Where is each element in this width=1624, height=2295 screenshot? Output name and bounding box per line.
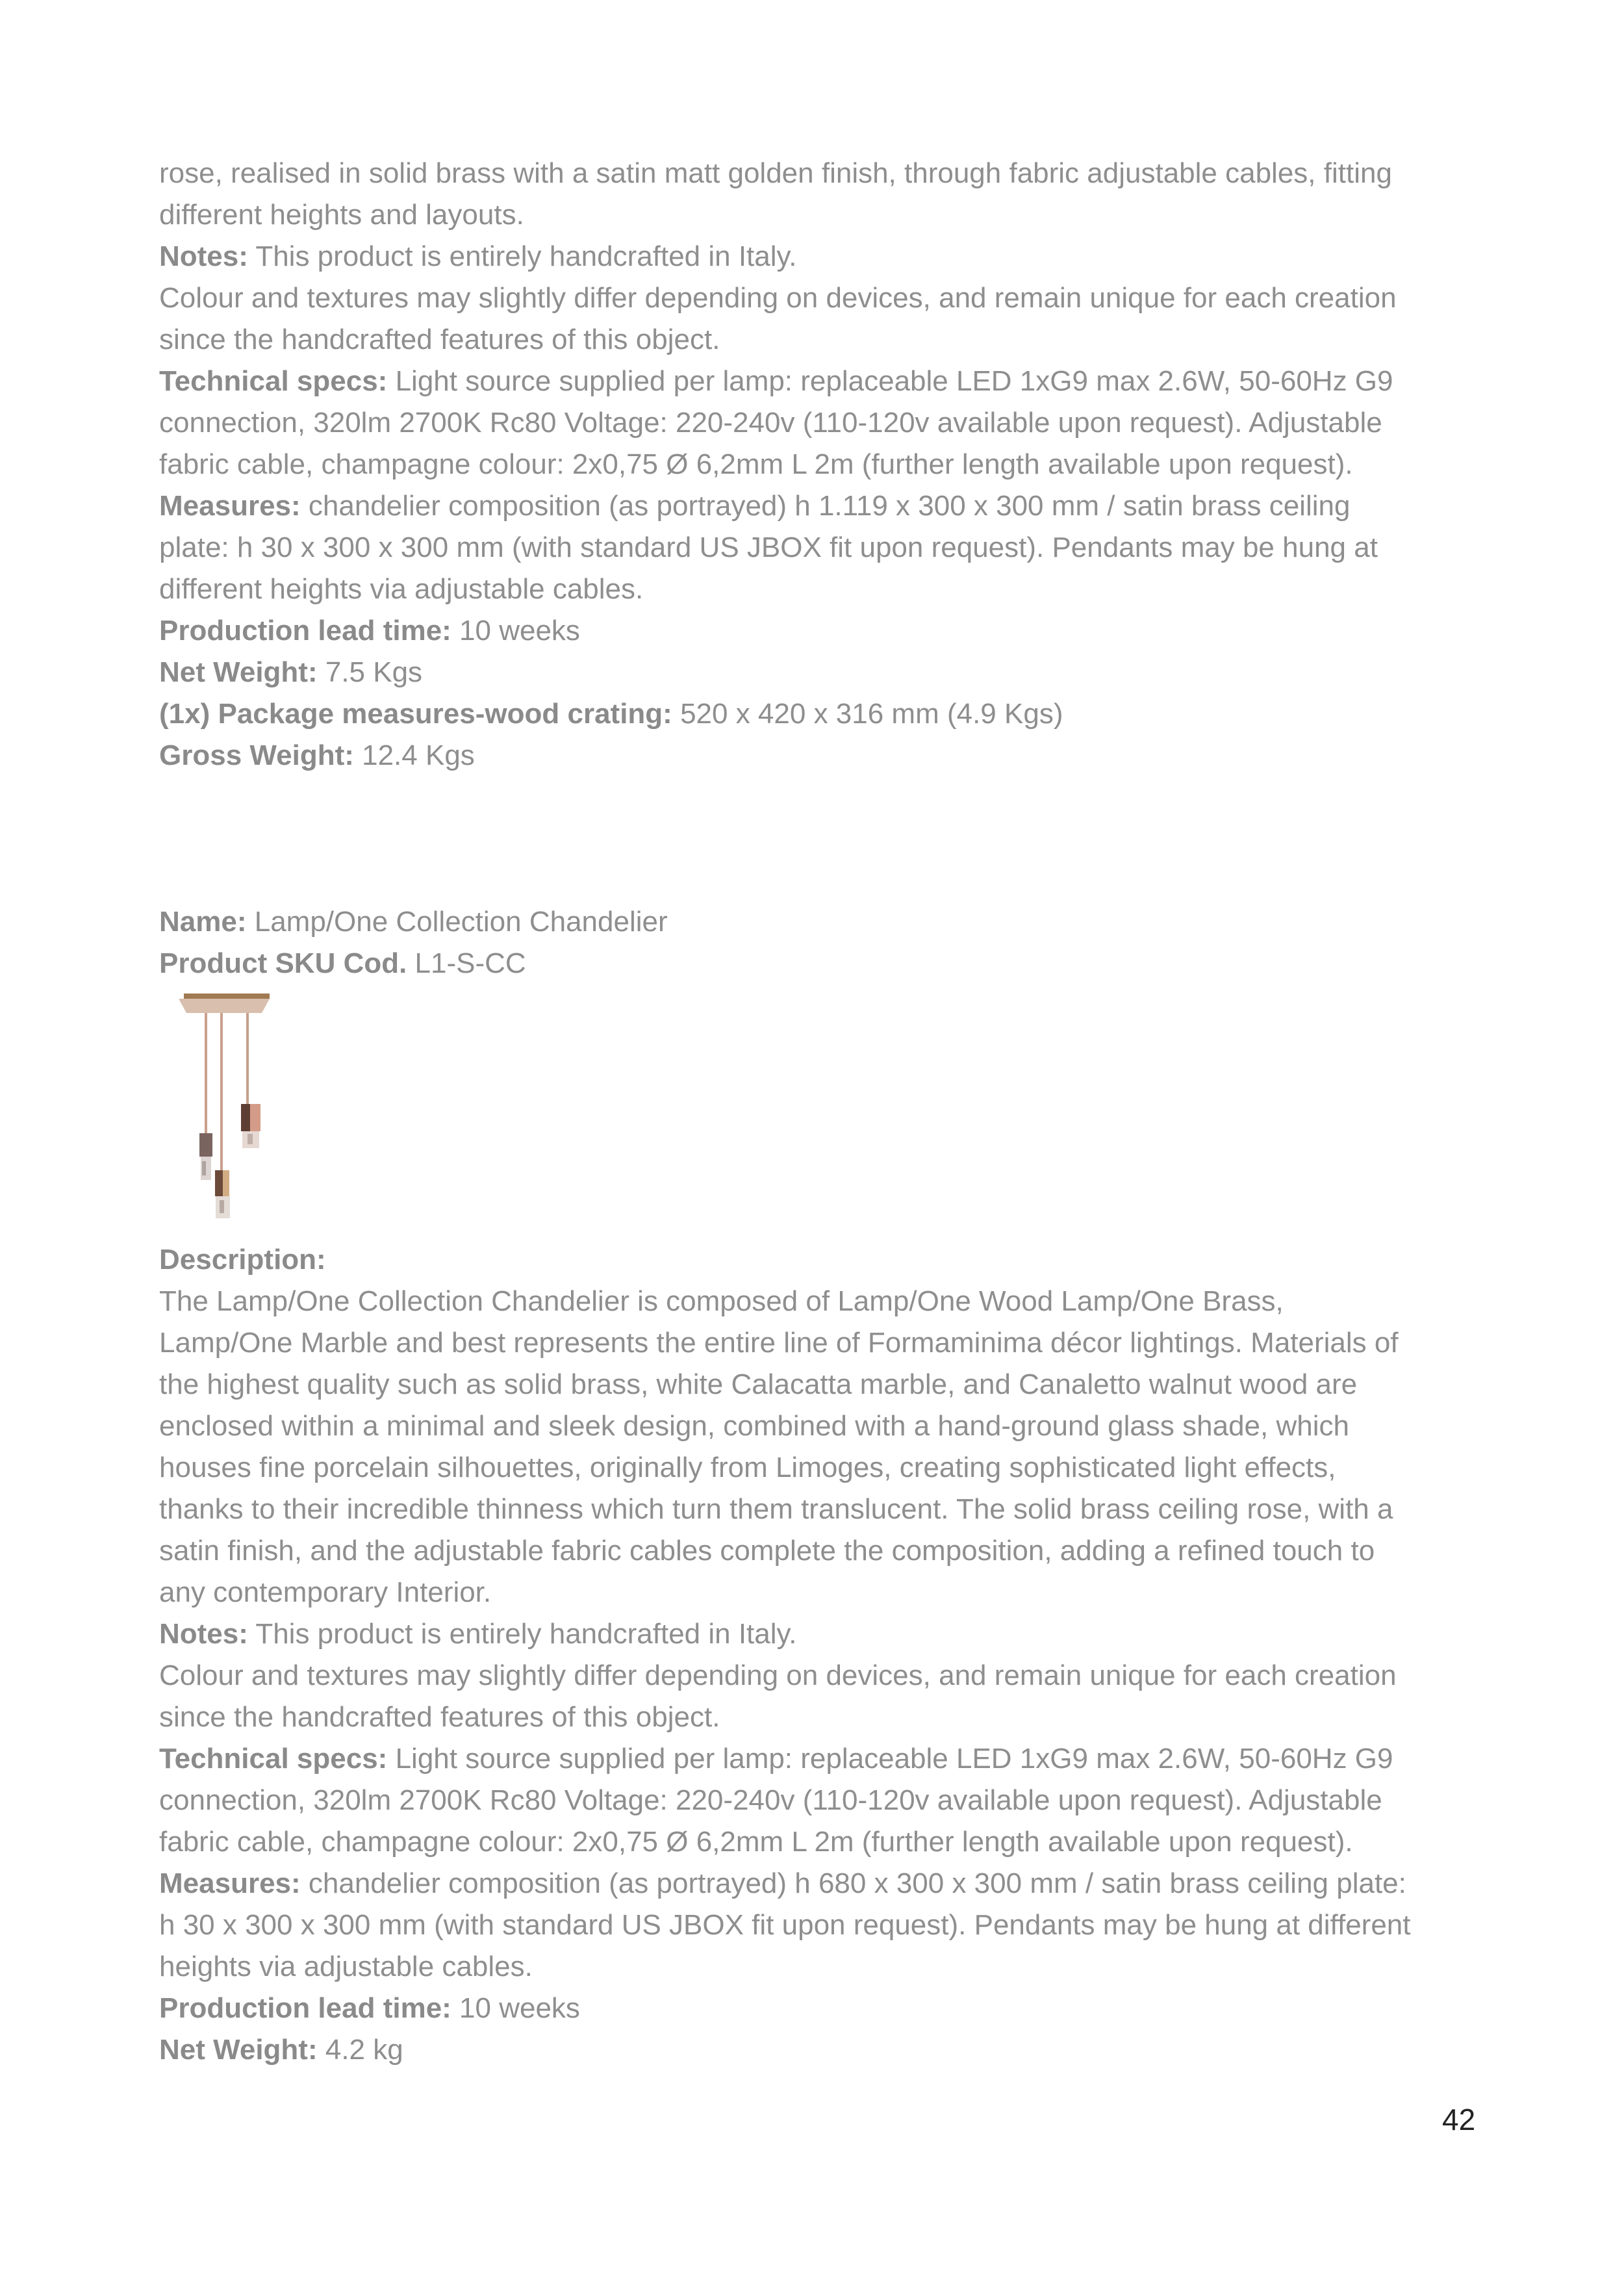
net-weight-row	[159, 2029, 1491, 2071]
technical-specs-line: fabric cable, champagne colour: 2x0,75 Ø 6,2mm L 2m (further length available upon request).	[159, 448, 1353, 480]
gross-weight-label: Gross Weight:	[159, 739, 354, 771]
colour-note-line: since the handcrafted features of this object.	[159, 324, 720, 355]
document-page	[159, 153, 1491, 2071]
package-measures-label: (1x) Package measures-wood crating:	[159, 698, 672, 730]
technical-specs-line: connection, 320lm 2700K Rc80 Voltage: 220-240v (110-120v available upon request). Adjustable	[159, 407, 1382, 439]
lead-time-row	[159, 1988, 1491, 2029]
net-weight-label: Net Weight:	[159, 656, 318, 688]
description-label: Description:	[159, 1244, 326, 1276]
technical-specs-label: Technical specs:	[159, 365, 388, 397]
measures-row	[159, 1863, 1491, 1904]
gross-weight-value: 12.4 Kgs	[353, 739, 475, 771]
technical-specs-row	[159, 361, 1491, 402]
pendant-marble	[199, 1133, 212, 1157]
technical-specs-label: Technical specs:	[159, 1743, 388, 1775]
product-sku-row	[159, 943, 1491, 984]
description-line: thanks to their incredible thinness which turn them translucent. The solid brass ceiling rose, with a	[159, 1493, 1393, 1525]
measures-label: Measures:	[159, 1867, 301, 1899]
package-measures-value: 520 x 420 x 316 mm (4.9 Kgs)	[672, 698, 1063, 730]
description-line: satin finish, and the adjustable fabric cables complete the composition, adding a refined touch to	[159, 1535, 1375, 1567]
description-line: houses fine porcelain silhouettes, originally from Limoges, creating sophisticated light effects,	[159, 1452, 1336, 1483]
first-product-section	[159, 153, 1491, 776]
porcelain-silhouette	[202, 1161, 206, 1175]
notes-value: This product is entirely handcrafted in Italy.	[247, 1618, 797, 1650]
pendant-copper	[241, 1104, 250, 1131]
technical-specs-line: fabric cable, champagne colour: 2x0,75 Ø 6,2mm L 2m (further length available upon request).	[159, 1826, 1353, 1858]
lead-time-row	[159, 610, 1491, 652]
ceiling-plate	[184, 994, 270, 999]
lead-time-value: 10 weeks	[451, 1992, 580, 2024]
product-sku-value: L1-S-CC	[407, 947, 526, 979]
measures-line: plate: h 30 x 300 x 300 mm (with standard US JBOX fit upon request). Pendants may be hung at	[159, 532, 1378, 563]
colour-note-line: Colour and textures may slightly differ depending on devices, and remain unique for each creation	[159, 282, 1397, 314]
porcelain-silhouette	[247, 1134, 253, 1144]
ceiling-plate-bevel	[179, 999, 270, 1013]
notes-row	[159, 236, 1491, 277]
section-spacer	[159, 776, 1491, 901]
description-heading-row	[159, 1239, 1491, 1281]
colour-note-line: Colour and textures may slightly differ depending on devices, and remain unique for each creation	[159, 1660, 1397, 1691]
description-line: rose, realised in solid brass with a satin matt golden finish, through fabric adjustable cables, fitting	[159, 157, 1392, 189]
product-name-row	[159, 901, 1491, 943]
net-weight-value: 4.2 kg	[317, 2034, 403, 2066]
measures-label: Measures:	[159, 490, 301, 522]
colour-note-line: since the handcrafted features of this object.	[159, 1701, 720, 1733]
chandelier-product-image	[179, 994, 302, 1221]
measures-line: heights via adjustable cables.	[159, 1951, 533, 1982]
description-line: Lamp/One Marble and best represents the entire line of Formaminima décor lightings. Materials of	[159, 1327, 1399, 1359]
description-line: The Lamp/One Collection Chandelier is composed of Lamp/One Wood Lamp/One Brass,	[159, 1285, 1284, 1317]
lead-time-label: Production lead time:	[159, 615, 451, 647]
description-line: enclosed within a minimal and sleek design, combined with a hand-ground glass shade, which	[159, 1410, 1349, 1442]
technical-specs-line: connection, 320lm 2700K Rc80 Voltage: 220-240v (110-120v available upon request). Adjustable	[159, 1784, 1382, 1816]
measures-row	[159, 485, 1491, 527]
lead-time-value: 10 weeks	[451, 615, 580, 647]
technical-specs-value: Light source supplied per lamp: replaceable LED 1xG9 max 2.6W, 50-60Hz G9	[387, 1743, 1393, 1775]
technical-specs-row	[159, 1738, 1491, 1780]
pendant-wood	[215, 1170, 223, 1196]
net-weight-label: Net Weight:	[159, 2034, 318, 2066]
pendant-brass	[223, 1170, 229, 1196]
notes-label: Notes:	[159, 240, 248, 272]
product-name-label: Name:	[159, 906, 247, 938]
notes-value: This product is entirely handcrafted in Italy.	[247, 240, 797, 272]
measures-value: chandelier composition (as portrayed) h 680 x 300 x 300 mm / satin brass ceiling plate:	[300, 1867, 1406, 1899]
description-line: any contemporary Interior.	[159, 1576, 492, 1608]
measures-value: chandelier composition (as portrayed) h 1.119 x 300 x 300 mm / satin brass ceiling	[300, 490, 1351, 522]
description-line: the highest quality such as solid brass, white Calacatta marble, and Canaletto walnut wood are	[159, 1368, 1358, 1400]
product-name-value: Lamp/One Collection Chandelier	[246, 906, 668, 938]
notes-row	[159, 1613, 1491, 1655]
page-number: 42	[1442, 2103, 1476, 2136]
package-measures-row	[159, 693, 1491, 735]
product-sku-label: Product SKU Cod.	[159, 947, 407, 979]
net-weight-value: 7.5 Kgs	[317, 656, 423, 688]
gross-weight-row	[159, 735, 1491, 776]
technical-specs-value: Light source supplied per lamp: replaceable LED 1xG9 max 2.6W, 50-60Hz G9	[387, 365, 1393, 397]
pendant-copper-body	[250, 1104, 260, 1131]
measures-line: h 30 x 300 x 300 mm (with standard US JBOX fit upon request). Pendants may be hung at different	[159, 1909, 1411, 1941]
second-product-section	[159, 901, 1491, 2071]
measures-line: different heights via adjustable cables.	[159, 573, 644, 605]
lead-time-label: Production lead time:	[159, 1992, 451, 2024]
notes-label: Notes:	[159, 1618, 248, 1650]
description-line: different heights and layouts.	[159, 199, 524, 231]
porcelain-silhouette	[220, 1200, 224, 1213]
net-weight-row	[159, 652, 1491, 693]
